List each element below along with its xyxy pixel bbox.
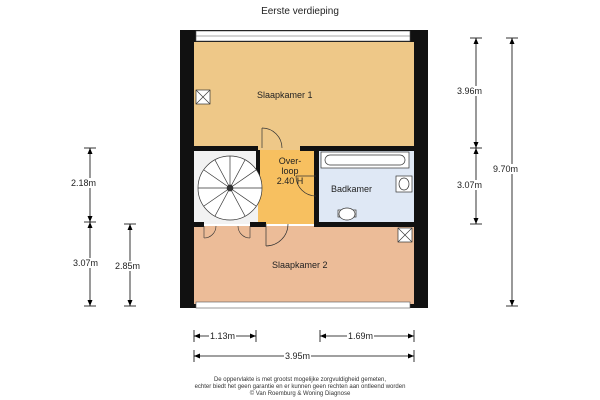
footer-line-3: © Van Roemburg & Woning Diagnose <box>249 391 351 397</box>
room-label-landing <box>270 156 310 186</box>
outer-wall-left <box>180 30 194 308</box>
spiral-staircase <box>198 156 262 220</box>
dim-label-right-total: 9.70m <box>493 164 519 174</box>
room-label-bedroom1: Slaapkamer 1 <box>257 90 313 100</box>
outer-wall-right <box>414 30 428 308</box>
dim-arrows-left <box>88 148 133 306</box>
landing-label-line1: Over- <box>278 156 302 166</box>
room-label-bathroom: Badkamer <box>331 184 373 194</box>
wall-landing-bath <box>314 146 319 226</box>
dim-label-bottom-total: 3.95m <box>285 351 311 361</box>
wall-upper-horizontal <box>194 146 258 151</box>
window-bottom <box>196 302 410 308</box>
shaft-bathroom <box>398 228 412 242</box>
landing-height: 2.40 H <box>276 176 304 186</box>
landing-label-line2: loop <box>281 166 299 176</box>
dim-label-left-inner: 2.85m <box>115 261 141 271</box>
dim-label-left-upper: 2.18m <box>71 178 97 188</box>
dim-label-right-upper: 3.96m <box>457 86 483 96</box>
wall-lower-horizontal-right <box>314 222 414 227</box>
room-label-bedroom2: Slaapkamer 2 <box>272 260 328 270</box>
wall-lower-horizontal-left <box>194 222 204 227</box>
dim-label-left-lower: 3.07m <box>73 258 99 268</box>
plan-title: Eerste verdieping <box>261 6 339 17</box>
shaft-bedroom1 <box>196 90 210 104</box>
washbasin <box>396 176 412 192</box>
footer-line-2: echter biedt het geen garantie en er kunnen geen rechten aan ontleend worden <box>194 384 406 390</box>
bathtub <box>321 152 409 168</box>
footer-line-1: De oppervlakte is met grootst mogelijke zorgvuldigheid gemeten, <box>213 377 387 383</box>
dim-label-bottom-left: 1.13m <box>210 331 236 341</box>
footer-disclaimer <box>0 377 600 398</box>
window-top <box>196 31 410 41</box>
wall-lower-horizontal-mid <box>250 222 266 227</box>
dim-label-bottom-right: 1.69m <box>348 331 374 341</box>
dim-label-right-lower: 3.07m <box>457 180 483 190</box>
